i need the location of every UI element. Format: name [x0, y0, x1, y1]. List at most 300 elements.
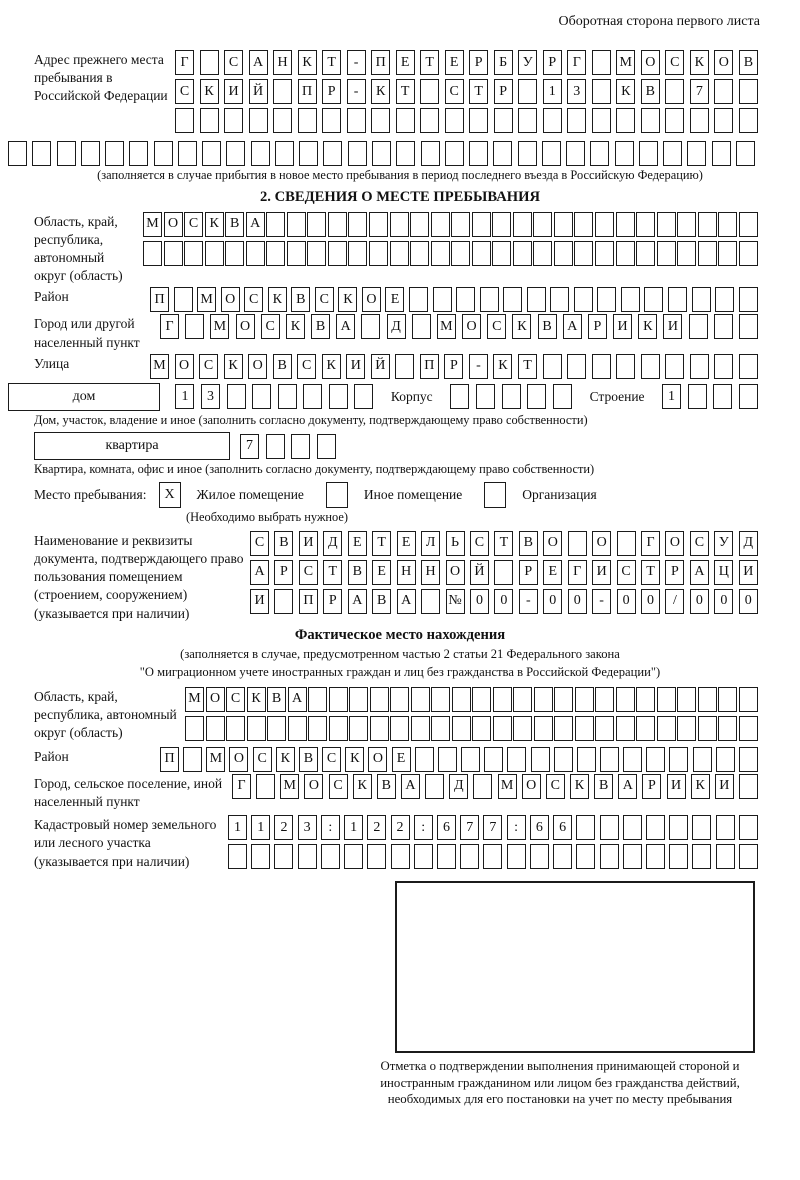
char-cell[interactable] — [256, 774, 275, 799]
char-cell[interactable] — [739, 815, 758, 840]
char-cell[interactable] — [329, 716, 348, 741]
char-cell[interactable]: Р — [322, 79, 341, 104]
char-cell[interactable] — [698, 716, 717, 741]
char-cell[interactable]: О — [221, 287, 240, 312]
char-cell[interactable]: А — [249, 50, 268, 75]
char-cell[interactable]: Р — [469, 50, 488, 75]
char-cell[interactable]: К — [224, 354, 243, 379]
char-cell[interactable] — [105, 141, 124, 166]
char-cell[interactable]: М — [210, 314, 229, 339]
char-cell[interactable]: № — [446, 589, 465, 614]
char-cell[interactable]: А — [348, 589, 367, 614]
char-cell[interactable] — [273, 108, 292, 133]
char-cell[interactable]: М — [616, 50, 635, 75]
char-cell[interactable]: 0 — [714, 589, 733, 614]
char-cell[interactable]: О — [522, 774, 541, 799]
char-cell[interactable] — [370, 716, 389, 741]
char-cell[interactable]: Т — [641, 560, 660, 585]
char-cell[interactable]: 0 — [543, 589, 562, 614]
char-cell[interactable]: С — [322, 747, 341, 772]
char-cell[interactable] — [461, 747, 480, 772]
char-cell[interactable]: Т — [396, 79, 415, 104]
char-cell[interactable] — [287, 212, 306, 237]
char-cell[interactable]: С — [690, 531, 709, 556]
char-cell[interactable] — [718, 212, 737, 237]
char-cell[interactable]: С — [226, 687, 245, 712]
char-cell[interactable] — [507, 747, 526, 772]
char-cell[interactable] — [712, 141, 731, 166]
char-cell[interactable] — [390, 716, 409, 741]
char-cell[interactable] — [595, 716, 614, 741]
char-cell[interactable] — [266, 434, 285, 459]
char-cell[interactable]: Ь — [446, 531, 465, 556]
char-cell[interactable] — [713, 384, 732, 409]
char-cell[interactable] — [226, 716, 245, 741]
char-cell[interactable]: П — [150, 287, 169, 312]
char-cell[interactable] — [716, 844, 735, 869]
char-cell[interactable] — [445, 108, 464, 133]
char-cell[interactable]: В — [299, 747, 318, 772]
char-cell[interactable] — [317, 434, 336, 459]
char-cell[interactable] — [329, 384, 348, 409]
char-cell[interactable] — [677, 212, 696, 237]
char-cell[interactable] — [513, 241, 532, 266]
char-cell[interactable] — [739, 774, 758, 799]
char-cell[interactable] — [689, 314, 708, 339]
char-cell[interactable] — [303, 384, 322, 409]
char-cell[interactable] — [251, 844, 270, 869]
char-cell[interactable]: 1 — [543, 79, 562, 104]
char-cell[interactable] — [438, 747, 457, 772]
char-cell[interactable]: К — [268, 287, 287, 312]
char-cell[interactable]: К — [276, 747, 295, 772]
char-cell[interactable] — [576, 815, 595, 840]
char-cell[interactable]: К — [512, 314, 531, 339]
char-cell[interactable] — [736, 141, 755, 166]
char-cell[interactable] — [739, 687, 758, 712]
char-cell[interactable]: А — [246, 212, 265, 237]
char-cell[interactable] — [518, 108, 537, 133]
char-cell[interactable] — [411, 716, 430, 741]
char-cell[interactable] — [409, 287, 428, 312]
char-cell[interactable]: Е — [385, 287, 404, 312]
char-cell[interactable] — [200, 108, 219, 133]
char-cell[interactable] — [669, 747, 688, 772]
char-cell[interactable] — [308, 687, 327, 712]
char-cell[interactable]: И — [592, 560, 611, 585]
char-cell[interactable] — [616, 354, 635, 379]
char-cell[interactable] — [688, 384, 707, 409]
char-cell[interactable] — [410, 241, 429, 266]
char-cell[interactable]: С — [487, 314, 506, 339]
char-cell[interactable] — [143, 241, 162, 266]
char-cell[interactable]: И — [739, 560, 758, 585]
char-cell[interactable] — [530, 844, 549, 869]
char-cell[interactable]: Е — [445, 50, 464, 75]
char-cell[interactable]: М — [437, 314, 456, 339]
char-cell[interactable]: П — [298, 79, 317, 104]
char-cell[interactable] — [657, 687, 676, 712]
char-cell[interactable] — [714, 354, 733, 379]
char-cell[interactable] — [321, 844, 340, 869]
char-cell[interactable] — [575, 716, 594, 741]
char-cell[interactable] — [592, 50, 611, 75]
char-cell[interactable]: Д — [323, 531, 342, 556]
char-cell[interactable]: Т — [372, 531, 391, 556]
char-cell[interactable]: О — [236, 314, 255, 339]
char-cell[interactable]: К — [691, 774, 710, 799]
char-cell[interactable]: 2 — [367, 815, 386, 840]
char-cell[interactable] — [493, 687, 512, 712]
char-cell[interactable]: 3 — [567, 79, 586, 104]
char-cell[interactable] — [507, 844, 526, 869]
char-cell[interactable]: Р — [665, 560, 684, 585]
char-cell[interactable]: Т — [420, 50, 439, 75]
char-cell[interactable] — [472, 687, 491, 712]
char-cell[interactable] — [639, 141, 658, 166]
char-cell[interactable] — [57, 141, 76, 166]
char-cell[interactable]: С — [184, 212, 203, 237]
char-cell[interactable] — [616, 687, 635, 712]
char-cell[interactable] — [288, 716, 307, 741]
char-cell[interactable] — [527, 287, 546, 312]
char-cell[interactable] — [410, 212, 429, 237]
char-cell[interactable] — [623, 747, 642, 772]
char-cell[interactable] — [450, 384, 469, 409]
char-cell[interactable]: 7 — [690, 79, 709, 104]
char-cell[interactable] — [595, 687, 614, 712]
char-cell[interactable]: - — [347, 79, 366, 104]
char-cell[interactable] — [184, 241, 203, 266]
char-cell[interactable]: С — [617, 560, 636, 585]
char-cell[interactable] — [616, 716, 635, 741]
char-cell[interactable] — [307, 212, 326, 237]
char-cell[interactable]: У — [518, 50, 537, 75]
char-cell[interactable] — [677, 241, 696, 266]
char-cell[interactable]: С — [175, 79, 194, 104]
char-cell[interactable] — [274, 589, 293, 614]
char-cell[interactable]: Б — [494, 50, 513, 75]
char-cell[interactable]: Е — [372, 560, 391, 585]
char-cell[interactable]: Г — [567, 50, 586, 75]
char-cell[interactable] — [278, 384, 297, 409]
char-cell[interactable]: - — [519, 589, 538, 614]
char-cell[interactable]: И — [613, 314, 632, 339]
char-cell[interactable] — [669, 815, 688, 840]
char-cell[interactable]: В — [641, 79, 660, 104]
char-cell[interactable] — [600, 747, 619, 772]
char-cell[interactable] — [533, 212, 552, 237]
char-cell[interactable]: К — [493, 354, 512, 379]
char-cell[interactable] — [636, 716, 655, 741]
char-cell[interactable] — [287, 241, 306, 266]
char-cell[interactable]: К — [322, 354, 341, 379]
char-cell[interactable] — [348, 212, 367, 237]
char-cell[interactable] — [617, 531, 636, 556]
char-cell[interactable]: К — [353, 774, 372, 799]
char-cell[interactable]: В — [348, 560, 367, 585]
char-cell[interactable]: Р — [519, 560, 538, 585]
char-cell[interactable] — [308, 716, 327, 741]
char-cell[interactable] — [129, 141, 148, 166]
char-cell[interactable] — [347, 108, 366, 133]
char-cell[interactable] — [348, 241, 367, 266]
char-cell[interactable] — [739, 287, 758, 312]
char-cell[interactable]: С — [299, 560, 318, 585]
char-cell[interactable] — [646, 815, 665, 840]
char-cell[interactable] — [690, 108, 709, 133]
char-cell[interactable] — [452, 716, 471, 741]
char-cell[interactable]: В — [267, 687, 286, 712]
char-cell[interactable]: М — [185, 687, 204, 712]
char-cell[interactable] — [299, 141, 318, 166]
char-cell[interactable] — [567, 108, 586, 133]
char-cell[interactable]: С — [224, 50, 243, 75]
char-cell[interactable]: О — [543, 531, 562, 556]
char-cell[interactable]: И — [224, 79, 243, 104]
char-cell[interactable] — [739, 212, 758, 237]
char-cell[interactable] — [692, 287, 711, 312]
char-cell[interactable] — [323, 141, 342, 166]
char-cell[interactable] — [657, 241, 676, 266]
char-cell[interactable]: М — [143, 212, 162, 237]
char-cell[interactable] — [266, 212, 285, 237]
char-cell[interactable]: П — [420, 354, 439, 379]
char-cell[interactable] — [492, 241, 511, 266]
char-cell[interactable] — [554, 716, 573, 741]
char-cell[interactable] — [291, 434, 310, 459]
char-cell[interactable] — [616, 108, 635, 133]
char-cell[interactable]: / — [665, 589, 684, 614]
char-cell[interactable]: Т — [518, 354, 537, 379]
char-cell[interactable]: Т — [322, 50, 341, 75]
char-cell[interactable]: О — [446, 560, 465, 585]
char-cell[interactable] — [595, 212, 614, 237]
char-cell[interactable] — [328, 241, 347, 266]
kvartira-field-box[interactable]: квартира — [34, 432, 230, 460]
char-cell[interactable]: С — [199, 354, 218, 379]
char-cell[interactable] — [492, 212, 511, 237]
char-cell[interactable]: 7 — [460, 815, 479, 840]
char-cell[interactable] — [451, 212, 470, 237]
char-cell[interactable] — [493, 716, 512, 741]
char-cell[interactable]: С — [253, 747, 272, 772]
char-cell[interactable]: 3 — [201, 384, 220, 409]
char-cell[interactable]: К — [638, 314, 657, 339]
char-cell[interactable]: И — [715, 774, 734, 799]
char-cell[interactable] — [714, 79, 733, 104]
char-cell[interactable]: 7 — [483, 815, 502, 840]
char-cell[interactable] — [354, 384, 373, 409]
char-cell[interactable]: Р — [642, 774, 661, 799]
char-cell[interactable] — [739, 108, 758, 133]
char-cell[interactable] — [421, 141, 440, 166]
char-cell[interactable]: 0 — [568, 589, 587, 614]
char-cell[interactable]: - — [469, 354, 488, 379]
char-cell[interactable]: Е — [397, 531, 416, 556]
char-cell[interactable] — [543, 354, 562, 379]
char-cell[interactable] — [472, 716, 491, 741]
char-cell[interactable] — [577, 747, 596, 772]
char-cell[interactable] — [739, 384, 758, 409]
char-cell[interactable] — [644, 287, 663, 312]
char-cell[interactable] — [228, 844, 247, 869]
char-cell[interactable]: К — [690, 50, 709, 75]
char-cell[interactable] — [460, 844, 479, 869]
char-cell[interactable] — [665, 79, 684, 104]
char-cell[interactable] — [665, 354, 684, 379]
char-cell[interactable]: П — [160, 747, 179, 772]
char-cell[interactable] — [361, 314, 380, 339]
char-cell[interactable] — [692, 815, 711, 840]
char-cell[interactable] — [472, 241, 491, 266]
char-cell[interactable] — [307, 241, 326, 266]
char-cell[interactable]: В — [377, 774, 396, 799]
char-cell[interactable] — [249, 108, 268, 133]
char-cell[interactable]: О — [175, 354, 194, 379]
char-cell[interactable]: Ц — [714, 560, 733, 585]
char-cell[interactable]: А — [250, 560, 269, 585]
char-cell[interactable] — [370, 687, 389, 712]
char-cell[interactable] — [715, 287, 734, 312]
char-cell[interactable]: 6 — [530, 815, 549, 840]
char-cell[interactable]: О — [592, 531, 611, 556]
char-cell[interactable] — [716, 747, 735, 772]
char-cell[interactable]: И — [299, 531, 318, 556]
char-cell[interactable] — [592, 108, 611, 133]
char-cell[interactable] — [425, 774, 444, 799]
char-cell[interactable] — [616, 241, 635, 266]
char-cell[interactable] — [554, 212, 573, 237]
char-cell[interactable] — [513, 716, 532, 741]
checkbox-zhiloe-pomeshchenie[interactable]: X — [159, 482, 181, 508]
char-cell[interactable] — [431, 212, 450, 237]
char-cell[interactable] — [328, 212, 347, 237]
char-cell[interactable] — [597, 287, 616, 312]
char-cell[interactable]: В — [273, 354, 292, 379]
char-cell[interactable] — [677, 687, 696, 712]
char-cell[interactable]: К — [247, 687, 266, 712]
char-cell[interactable]: Г — [232, 774, 251, 799]
char-cell[interactable] — [175, 108, 194, 133]
checkbox-organizatsiya[interactable] — [484, 482, 506, 508]
char-cell[interactable] — [437, 844, 456, 869]
char-cell[interactable] — [739, 241, 758, 266]
char-cell[interactable] — [390, 241, 409, 266]
char-cell[interactable] — [623, 815, 642, 840]
char-cell[interactable]: В — [225, 212, 244, 237]
char-cell[interactable]: О — [206, 687, 225, 712]
char-cell[interactable]: Т — [494, 531, 513, 556]
char-cell[interactable] — [473, 774, 492, 799]
char-cell[interactable]: К — [371, 79, 390, 104]
char-cell[interactable]: Н — [273, 50, 292, 75]
char-cell[interactable] — [592, 79, 611, 104]
char-cell[interactable] — [227, 384, 246, 409]
char-cell[interactable] — [431, 687, 450, 712]
char-cell[interactable] — [646, 844, 665, 869]
char-cell[interactable] — [714, 314, 733, 339]
char-cell[interactable] — [274, 844, 293, 869]
char-cell[interactable]: С — [315, 287, 334, 312]
char-cell[interactable]: 0 — [617, 589, 636, 614]
char-cell[interactable] — [739, 354, 758, 379]
char-cell[interactable] — [267, 716, 286, 741]
char-cell[interactable] — [665, 108, 684, 133]
char-cell[interactable]: Й — [470, 560, 489, 585]
dom-field-box[interactable]: дом — [8, 383, 160, 411]
char-cell[interactable] — [369, 241, 388, 266]
char-cell[interactable] — [367, 844, 386, 869]
char-cell[interactable] — [396, 108, 415, 133]
char-cell[interactable]: 0 — [739, 589, 758, 614]
char-cell[interactable] — [575, 687, 594, 712]
char-cell[interactable] — [174, 287, 193, 312]
char-cell[interactable] — [542, 141, 561, 166]
char-cell[interactable]: 1 — [662, 384, 681, 409]
char-cell[interactable] — [298, 844, 317, 869]
char-cell[interactable] — [718, 241, 737, 266]
char-cell[interactable] — [8, 141, 27, 166]
char-cell[interactable] — [567, 354, 586, 379]
char-cell[interactable]: М — [150, 354, 169, 379]
char-cell[interactable]: И — [667, 774, 686, 799]
char-cell[interactable] — [396, 141, 415, 166]
char-cell[interactable] — [513, 212, 532, 237]
char-cell[interactable] — [513, 687, 532, 712]
char-cell[interactable]: Г — [568, 560, 587, 585]
char-cell[interactable] — [431, 241, 450, 266]
char-cell[interactable]: Е — [348, 531, 367, 556]
char-cell[interactable]: К — [205, 212, 224, 237]
char-cell[interactable] — [576, 844, 595, 869]
char-cell[interactable]: К — [345, 747, 364, 772]
char-cell[interactable] — [451, 241, 470, 266]
char-cell[interactable]: Р — [494, 79, 513, 104]
char-cell[interactable] — [200, 50, 219, 75]
char-cell[interactable] — [668, 287, 687, 312]
char-cell[interactable]: С — [261, 314, 280, 339]
char-cell[interactable]: К — [570, 774, 589, 799]
char-cell[interactable] — [246, 241, 265, 266]
char-cell[interactable]: Е — [543, 560, 562, 585]
char-cell[interactable]: В — [372, 589, 391, 614]
char-cell[interactable]: А — [690, 560, 709, 585]
char-cell[interactable]: С — [546, 774, 565, 799]
char-cell[interactable] — [518, 79, 537, 104]
char-cell[interactable]: 7 — [240, 434, 259, 459]
char-cell[interactable]: В — [538, 314, 557, 339]
checkbox-inoe-pomeshchenie[interactable] — [326, 482, 348, 508]
char-cell[interactable]: О — [248, 354, 267, 379]
char-cell[interactable] — [329, 687, 348, 712]
char-cell[interactable]: Д — [387, 314, 406, 339]
char-cell[interactable]: 0 — [494, 589, 513, 614]
char-cell[interactable]: Е — [392, 747, 411, 772]
char-cell[interactable] — [469, 108, 488, 133]
char-cell[interactable]: П — [371, 50, 390, 75]
char-cell[interactable] — [698, 241, 717, 266]
char-cell[interactable] — [226, 141, 245, 166]
char-cell[interactable] — [415, 747, 434, 772]
char-cell[interactable] — [636, 212, 655, 237]
char-cell[interactable] — [411, 687, 430, 712]
char-cell[interactable]: К — [286, 314, 305, 339]
char-cell[interactable]: : — [321, 815, 340, 840]
char-cell[interactable]: - — [347, 50, 366, 75]
char-cell[interactable] — [698, 687, 717, 712]
char-cell[interactable]: Р — [323, 589, 342, 614]
